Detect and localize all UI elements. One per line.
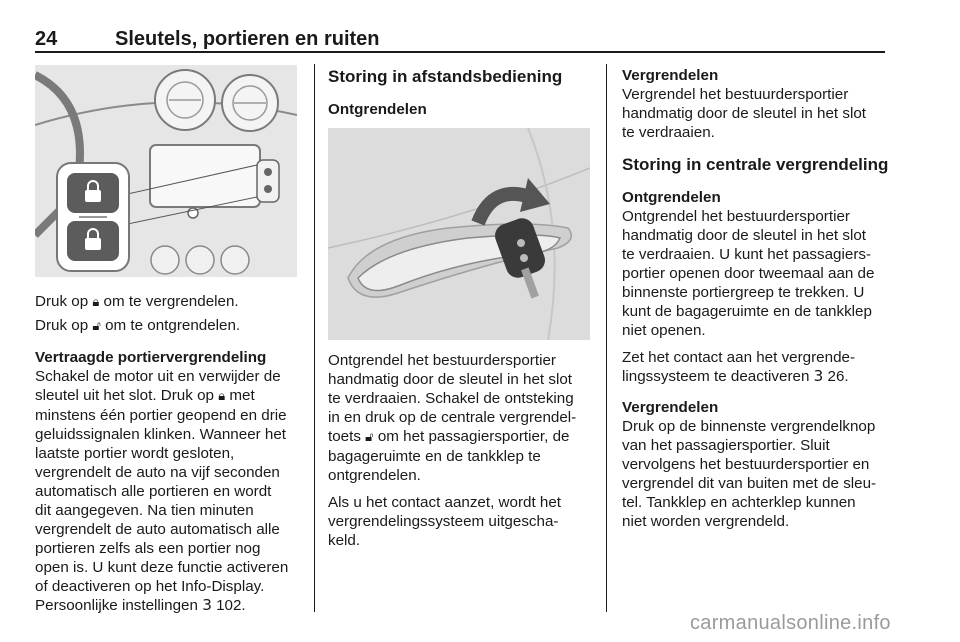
delayed-lock-line: sleutel uit het slot. Druk op 🔒︎ met	[35, 387, 255, 404]
ignition-line: keld.	[328, 532, 361, 549]
delayed-lock-line: geluidssignalen klinken. Wanneer het	[35, 426, 287, 443]
padlock-closed-icon: 🔒︎	[92, 295, 100, 310]
dashboard-lock-illustration	[35, 65, 297, 277]
watermark: carmanualsonline.info	[690, 612, 891, 634]
subheading-lock: Vergrendelen	[622, 67, 719, 84]
central-unlock-line: niet openen.	[622, 322, 706, 339]
page-reference-link[interactable]: 3 102.	[202, 596, 246, 614]
delayed-lock-line: vergrendelt de auto na vijf seconden	[35, 464, 280, 481]
delayed-lock-line: dit aangegeven. Na tien minuten	[35, 502, 254, 519]
central-lock-line: vervolgens het bestuurdersportier en	[622, 456, 870, 473]
delayed-lock-line: automatisch alle portieren en wordt	[35, 483, 272, 500]
chapter-title: Sleutels, portieren en ruiten	[115, 28, 380, 50]
section-heading-remote: Storing in afstandsbediening	[328, 67, 563, 86]
delayed-lock-line: vergrendelt de auto automatisch alle	[35, 521, 280, 538]
central-unlock-line: Ontgrendel het bestuurdersportier	[622, 208, 850, 225]
manual-lock-line: handmatig door de sleutel in het slot	[622, 105, 867, 122]
remote-unlock-line: in en druk op de centrale vergrendel-	[328, 409, 577, 426]
delayed-lock-line: Schakel de motor uit en verwijder de	[35, 368, 281, 385]
delayed-lock-line: Persoonlijke instellingen 3 102.	[35, 596, 246, 614]
unlock-instruction: Druk op 🔓︎ om te ontgrendelen.	[35, 317, 241, 334]
section-heading-central-locking: Storing in centrale vergrendeling	[622, 155, 889, 174]
delayed-lock-line: of deactiveren op het Info-Display.	[35, 578, 265, 595]
central-lock-line: van het passagiersportier. Sluit	[622, 437, 830, 454]
central-lock-line: niet worden vergrendeld.	[622, 513, 790, 530]
column-divider-1	[314, 64, 315, 612]
page-reference-link[interactable]: 3 26.	[813, 367, 849, 385]
delayed-lock-line: open is. U kunt deze functie activeren	[35, 559, 289, 576]
delayed-lock-line: portieren zelfs als een portier nog	[35, 540, 261, 557]
contact-line: Zet het contact aan het vergrende-	[622, 349, 856, 366]
padlock-open-icon: 🔓︎	[92, 319, 101, 334]
central-lock-line: tel. Tankklep en achterklep kunnen	[622, 494, 856, 511]
remote-unlock-line: toets 🔓︎ om het passagiersportier, de	[328, 428, 570, 445]
manual-lock-line: te verdraaien.	[622, 124, 715, 141]
header-rule	[35, 51, 885, 53]
central-unlock-line: handmatig door de sleutel in het slot	[622, 227, 867, 244]
padlock-closed-icon: 🔒︎	[218, 389, 226, 404]
contact-line: lingssysteem te deactiveren 3 26.	[622, 367, 849, 385]
central-unlock-line: binnenste portiergreep te trekken. U	[622, 284, 865, 301]
subheading-unlock: Ontgrendelen	[328, 101, 427, 118]
remote-unlock-line: handmatig door de sleutel in het slot	[328, 371, 573, 388]
remote-unlock-line: bagageruimte en de tankklep te	[328, 448, 541, 465]
subheading-unlock: Ontgrendelen	[622, 189, 721, 206]
lock-instruction: Druk op 🔒︎ om te vergrendelen.	[35, 293, 239, 310]
delayed-lock-heading: Vertraagde portiervergrendeling	[35, 349, 267, 366]
column-2	[328, 66, 596, 119]
remote-unlock-line: te verdraaien. Schakel de ontsteking	[328, 390, 574, 407]
column-3	[622, 66, 890, 531]
page-number: 24	[35, 28, 58, 50]
ignition-line: vergrendelingssysteem uitgescha-	[328, 513, 559, 530]
manual-lock-line: Vergrendel het bestuurdersportier	[622, 86, 849, 103]
column-divider-2	[606, 64, 607, 612]
door-handle-drawing	[328, 128, 590, 340]
padlock-open-icon: 🔓︎	[365, 430, 374, 445]
column-1	[35, 292, 303, 615]
central-lock-line: Druk op de binnenste vergrendelknop	[622, 418, 876, 435]
dashboard-lock-drawing	[35, 65, 297, 277]
remote-unlock-line: ontgrendelen.	[328, 467, 421, 484]
subheading-lock: Vergrendelen	[622, 399, 719, 416]
central-unlock-line: portier openen door tweemaal aan de	[622, 265, 875, 282]
remote-unlock-line: Ontgrendel het bestuurdersportier	[328, 352, 556, 369]
delayed-lock-line: laatste portier wordt gesloten,	[35, 445, 235, 462]
page-header	[35, 22, 885, 52]
central-lock-line: vergrendel dit van buiten met de sleu-	[622, 475, 877, 492]
reference-arrow-icon: 3	[813, 367, 824, 385]
delayed-lock-line: minstens één portier geopend en drie	[35, 407, 287, 424]
ignition-line: Als u het contact aanzet, wordt het	[328, 494, 562, 511]
door-handle-key-illustration	[328, 128, 590, 340]
central-unlock-line: te verdraaien. U kunt het passagiers-	[622, 246, 872, 263]
reference-arrow-icon: 3	[202, 596, 212, 614]
column-2-body	[328, 351, 596, 550]
central-unlock-line: kunt de bagageruimte en de tankklep	[622, 303, 872, 320]
